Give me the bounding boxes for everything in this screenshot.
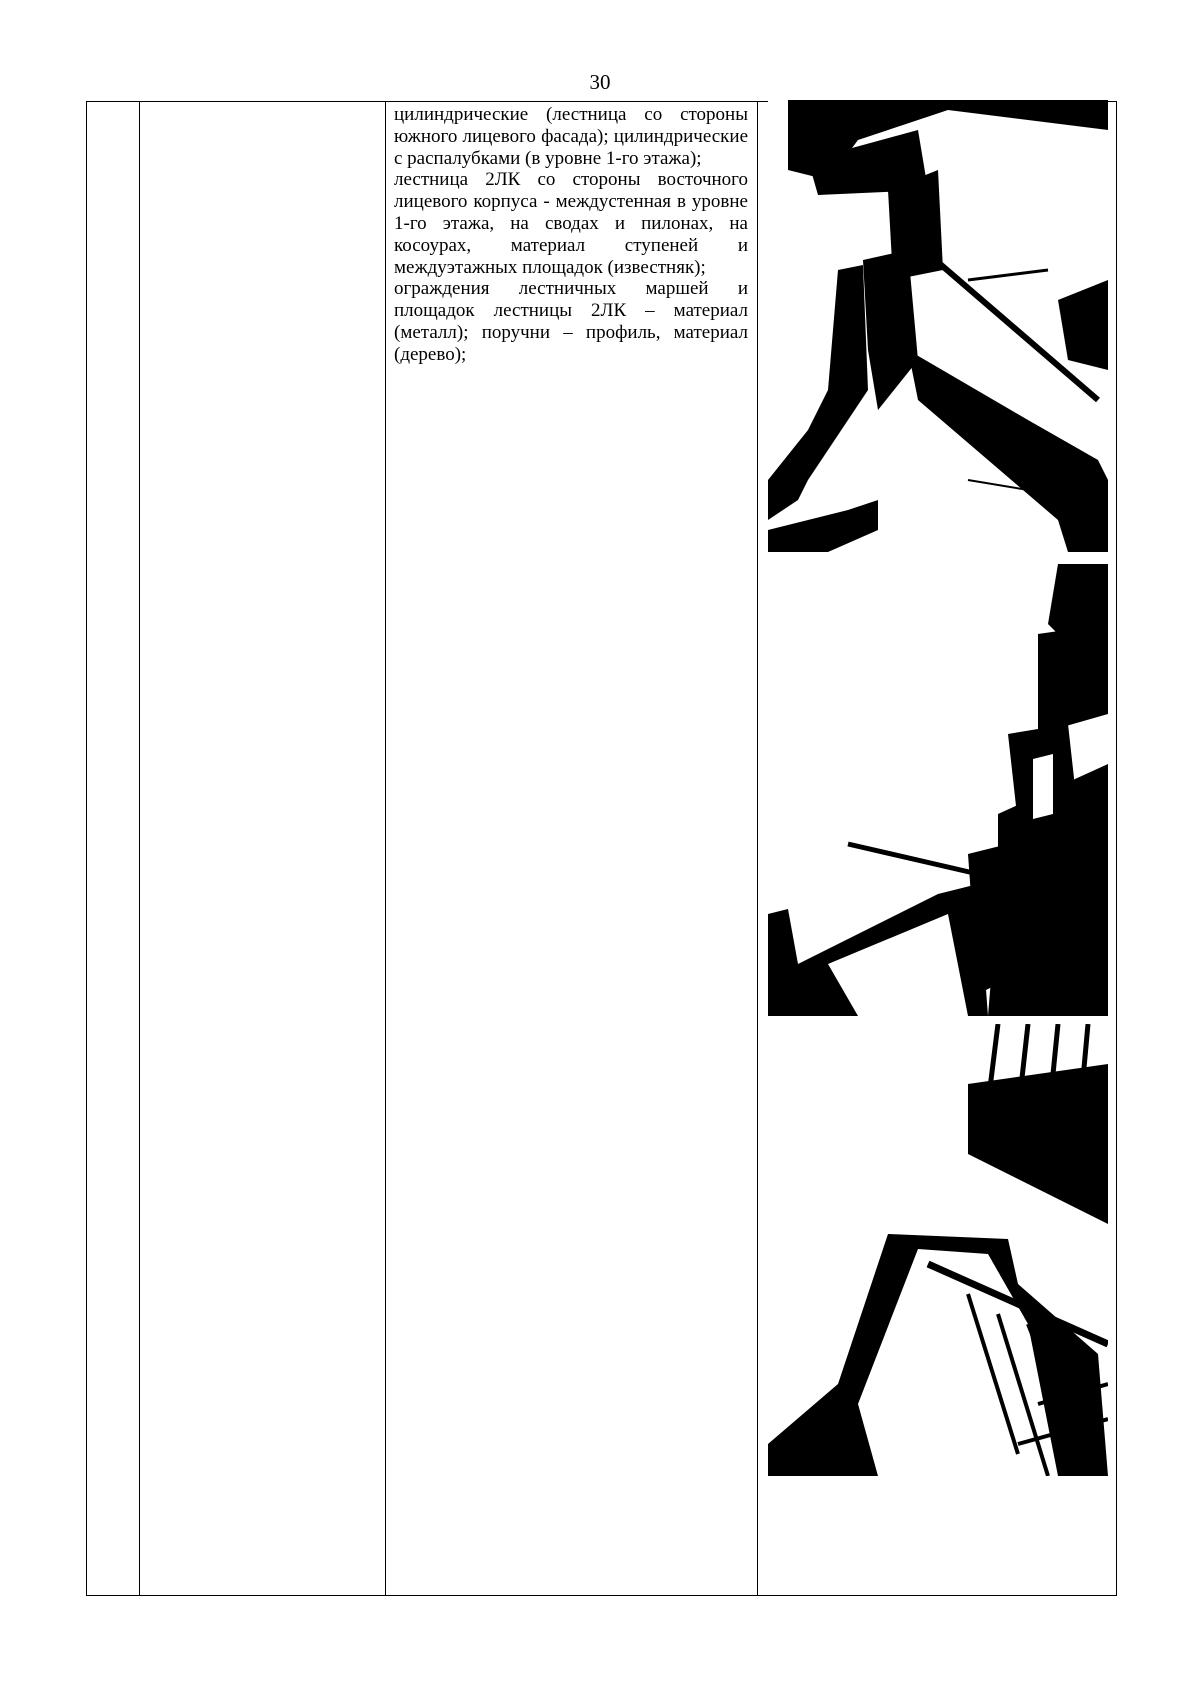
description-paragraph: лестница 2ЛК со стороны восточного лицевого корпуса - междустенная в уровне 1-го этажа, на сводах и пилонах, на косоурах, материал ступеней и междуэтажных площадок (известняк); [394,169,748,278]
stair-railing-flights-photo [768,1024,1108,1476]
page-number: 30 [589,70,611,94]
description-cell [394,104,748,366]
stair-vaulted-passage-photo [768,100,1108,552]
column-divider [385,101,386,1596]
description-paragraph: ограждения лестничных маршей и площадок лестницы 2ЛК – материал (металл); поручни – профиль, материал (дерево); [394,278,748,365]
description-paragraph: цилиндрические (лестница со стороны южного лицевого фасада); цилиндрические с распалубками (в уровне 1-го этажа); [394,104,748,169]
stair-flight-with-landing-photo [768,564,1108,1016]
column-divider [757,101,758,1596]
column-divider [139,101,140,1596]
